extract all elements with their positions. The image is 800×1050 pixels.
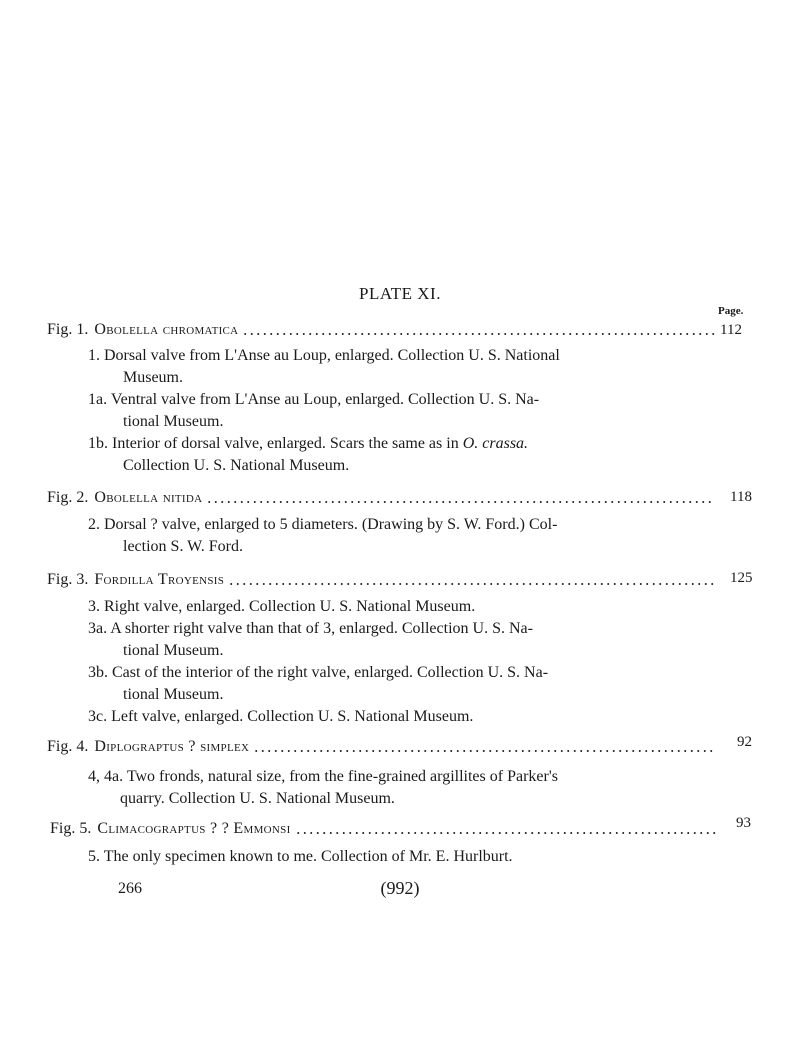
item-text-continued: tional Museum. <box>123 686 224 703</box>
dot-leader <box>242 333 715 335</box>
figure-description <box>88 596 475 618</box>
figure-page-number: 125 <box>730 570 753 586</box>
item-text-continued: lection S. W. Ford. <box>123 538 244 555</box>
item-text: A shorter right valve than that of 3, enlarged. Collection U. S. Na- <box>110 620 533 637</box>
figure-page-number: 92 <box>737 734 752 750</box>
figure-page-number: 93 <box>736 815 751 831</box>
item-text: Left valve, enlarged. Collection U. S. National Museum. <box>111 708 474 725</box>
figure-description <box>88 433 529 474</box>
figure-species-name: Fordilla Troyensis <box>94 571 225 588</box>
figure-entry <box>47 738 715 760</box>
item-text: Dorsal ? valve, enlarged to 5 diameters. (Drawing by S. W. Ford.) Col- <box>104 516 558 533</box>
item-text-italic: O. crassa. <box>462 435 529 452</box>
item-text: Two fronds, natural size, from the fine-grained argillites of Parker's <box>126 768 558 785</box>
item-text: Cast of the interior of the right valve, enlarged. Collection U. S. Na- <box>112 664 549 681</box>
page-number-left: 266 <box>118 880 142 897</box>
item-text: Ventral valve from L'Anse au Loup, enlarged. Collection U. S. Na- <box>110 391 540 408</box>
item-number: 1a. <box>88 391 108 408</box>
figure-description <box>88 766 558 807</box>
figure-page-number: 112 <box>720 322 742 338</box>
figure-description <box>88 618 533 659</box>
figure-number: Fig. 3. <box>47 571 89 588</box>
figure-species-name: Obolella nitida <box>94 489 203 506</box>
figure-entry <box>47 571 715 593</box>
item-text-continued: Collection U. S. National Museum. <box>123 457 350 474</box>
item-number: 3c. <box>88 708 108 725</box>
figure-entry <box>47 489 715 511</box>
figure-entry <box>50 820 718 842</box>
figure-number: Fig. 4. <box>47 738 89 755</box>
figure-description <box>88 345 560 386</box>
item-number: 1b. <box>88 435 108 452</box>
item-number: 2. <box>88 516 100 533</box>
page-number-center: (992) <box>380 878 420 898</box>
dot-leader <box>228 583 715 585</box>
item-number: 3b. <box>88 664 108 681</box>
item-text-continued: tional Museum. <box>123 642 224 659</box>
item-text: Dorsal valve from L'Anse au Loup, enlarged. Collection U. S. National <box>104 347 560 364</box>
dot-leader <box>206 501 715 503</box>
figure-description <box>88 846 513 868</box>
item-text-continued: quarry. Collection U. S. National Museum. <box>120 790 395 807</box>
figure-description <box>88 389 540 430</box>
figure-description <box>88 662 549 703</box>
item-number: 3a. <box>88 620 108 637</box>
item-text: The only specimen known to me. Collection of Mr. E. Hurlburt. <box>103 848 513 865</box>
item-number: 1. <box>88 347 100 364</box>
item-number: 5. <box>88 848 100 865</box>
figure-number: Fig. 1. <box>47 321 89 338</box>
item-number: 3. <box>88 598 100 615</box>
item-number: 4, 4a. <box>88 768 124 785</box>
figure-entry <box>47 321 715 343</box>
item-text: Right valve, enlarged. Collection U. S. National Museum. <box>104 598 476 615</box>
figure-species-name: Diplograptus ? simplex <box>94 738 250 755</box>
figure-number: Fig. 5. <box>50 820 92 837</box>
dot-leader <box>253 750 715 752</box>
figure-species-name: Climacograptus ? ? Emmonsi <box>97 820 291 837</box>
figure-description <box>88 514 558 555</box>
figure-species-name: Obolella chromatica <box>94 321 239 338</box>
figure-number: Fig. 2. <box>47 489 89 506</box>
item-text-continued: Museum. <box>123 369 183 386</box>
dot-leader <box>295 832 718 834</box>
figure-description <box>88 706 473 728</box>
item-text-continued: tional Museum. <box>123 413 224 430</box>
plate-title: PLATE XI. <box>359 284 441 303</box>
item-text: Interior of dorsal valve, enlarged. Scars the same as in <box>112 435 459 452</box>
figure-page-number: 118 <box>730 489 752 505</box>
page-column-label: Page. <box>718 305 744 317</box>
